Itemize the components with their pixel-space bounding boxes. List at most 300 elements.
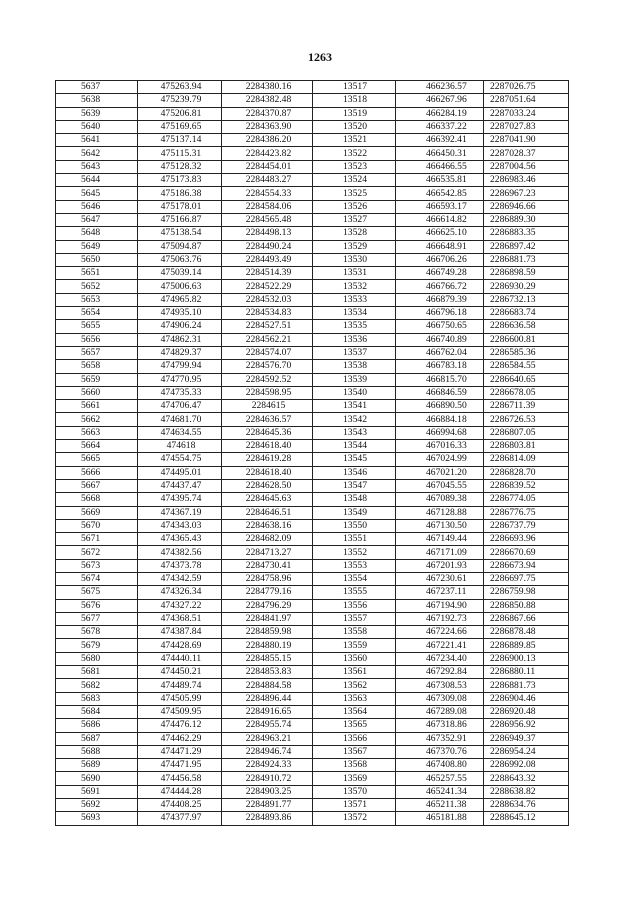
table-cell: 2287041.90: [484, 134, 569, 147]
table-cell: 474706.47: [138, 400, 222, 413]
table-cell: 2284386.20: [222, 134, 313, 147]
table-cell: 13525: [313, 187, 396, 200]
table-cell: 13565: [313, 719, 396, 732]
table-cell: 474327.22: [138, 599, 222, 612]
table-cell: 475169.65: [138, 120, 222, 133]
table-cell: 465211.38: [396, 799, 484, 812]
table-cell: 467128.88: [396, 506, 484, 519]
table-row: [56, 652, 569, 665]
table-cell: 466762.04: [396, 346, 484, 359]
table-cell: 474343.03: [138, 519, 222, 532]
table-cell: 5680: [56, 652, 138, 665]
table-cell: 2284853.83: [222, 666, 313, 679]
table-cell: 5648: [56, 227, 138, 240]
table-cell: 467289.08: [396, 705, 484, 718]
table-row: [56, 719, 569, 732]
table-cell: 2284891.77: [222, 799, 313, 812]
table-cell: 475239.79: [138, 94, 222, 107]
table-cell: 474440.11: [138, 652, 222, 665]
table-cell: 13541: [313, 400, 396, 413]
table-cell: 13519: [313, 107, 396, 120]
table-cell: 2284380.16: [222, 81, 313, 94]
table-cell: 474437.47: [138, 479, 222, 492]
table-cell: 13532: [313, 280, 396, 293]
table-row: [56, 812, 569, 825]
table-cell: 466766.72: [396, 280, 484, 293]
table-cell: 2286759.98: [484, 586, 569, 599]
table-cell: 13539: [313, 373, 396, 386]
table-cell: 474428.69: [138, 639, 222, 652]
table-cell: 2284916.65: [222, 705, 313, 718]
table-cell: 2286883.35: [484, 227, 569, 240]
table-cell: 466284.19: [396, 107, 484, 120]
table-cell: 5683: [56, 692, 138, 705]
table-cell: 2284924.33: [222, 759, 313, 772]
table-cell: 2284584.06: [222, 200, 313, 213]
table-cell: 466614.82: [396, 213, 484, 226]
table-cell: 2286828.70: [484, 466, 569, 479]
table-row: [56, 453, 569, 466]
table-cell: 2286850.88: [484, 599, 569, 612]
table-cell: 5643: [56, 160, 138, 173]
table-cell: 2284490.24: [222, 240, 313, 253]
table-cell: 474444.28: [138, 785, 222, 798]
table-cell: 13564: [313, 705, 396, 718]
table-row: [56, 426, 569, 439]
table-cell: 2286803.81: [484, 440, 569, 453]
table-cell: 474799.94: [138, 360, 222, 373]
table-cell: 13559: [313, 639, 396, 652]
table-row: [56, 533, 569, 546]
table-row: [56, 346, 569, 359]
table-cell: 2286904.46: [484, 692, 569, 705]
table-cell: 475115.31: [138, 147, 222, 160]
table-cell: 2286839.52: [484, 479, 569, 492]
table-row: [56, 293, 569, 306]
table-cell: 2284554.33: [222, 187, 313, 200]
table-cell: 5667: [56, 479, 138, 492]
table-cell: 13553: [313, 559, 396, 572]
table-cell: 466466.55: [396, 160, 484, 173]
table-cell: 2286732.13: [484, 293, 569, 306]
table-cell: 474456.58: [138, 772, 222, 785]
table-row: [56, 519, 569, 532]
table-cell: 5640: [56, 120, 138, 133]
table-cell: 2287026.75: [484, 81, 569, 94]
table-cell: 2286711.39: [484, 400, 569, 413]
table-cell: 475178.01: [138, 200, 222, 213]
table-cell: 2286693.96: [484, 533, 569, 546]
table-cell: 2284779.16: [222, 586, 313, 599]
table-cell: 466648.91: [396, 240, 484, 253]
table-cell: 2286930.29: [484, 280, 569, 293]
table-cell: 466450.31: [396, 147, 484, 160]
table-cell: 2286867.66: [484, 612, 569, 625]
table-row: [56, 639, 569, 652]
table-cell: 475186.38: [138, 187, 222, 200]
table-cell: 13556: [313, 599, 396, 612]
table-cell: 474681.70: [138, 413, 222, 426]
table-row: [56, 612, 569, 625]
table-cell: 474770.95: [138, 373, 222, 386]
table-cell: 467292.84: [396, 666, 484, 679]
table-row: [56, 174, 569, 187]
table-cell: 2284646.51: [222, 506, 313, 519]
table-cell: 466392.41: [396, 134, 484, 147]
table-cell: 2284598.95: [222, 386, 313, 399]
table-cell: 13547: [313, 479, 396, 492]
table-cell: 5641: [56, 134, 138, 147]
table-cell: 474368.51: [138, 612, 222, 625]
table-cell: 467016.33: [396, 440, 484, 453]
table-cell: 5678: [56, 626, 138, 639]
table-cell: 2286683.74: [484, 307, 569, 320]
table-row: [56, 147, 569, 160]
table-cell: 474395.74: [138, 493, 222, 506]
table-cell: 467230.61: [396, 572, 484, 585]
table-cell: 2284713.27: [222, 546, 313, 559]
table-cell: 2284884.58: [222, 679, 313, 692]
table-cell: 475263.94: [138, 81, 222, 94]
table-cell: 474471.95: [138, 759, 222, 772]
table-cell: 2286889.85: [484, 639, 569, 652]
table-cell: 2286898.59: [484, 267, 569, 280]
table-cell: 5637: [56, 81, 138, 94]
table-row: [56, 81, 569, 94]
table-cell: 466994.68: [396, 426, 484, 439]
table-cell: 466542.85: [396, 187, 484, 200]
table-cell: 475137.14: [138, 134, 222, 147]
table-cell: 2286585.36: [484, 346, 569, 359]
table-row: [56, 785, 569, 798]
table-cell: 13528: [313, 227, 396, 240]
table-cell: 474618: [138, 440, 222, 453]
table-cell: 13537: [313, 346, 396, 359]
table-cell: 2284363.90: [222, 120, 313, 133]
table-cell: 5652: [56, 280, 138, 293]
table-cell: 467237.11: [396, 586, 484, 599]
table-cell: 474373.78: [138, 559, 222, 572]
table-cell: 13533: [313, 293, 396, 306]
table-cell: 466740.89: [396, 333, 484, 346]
table-cell: 467308.53: [396, 679, 484, 692]
table-cell: 5674: [56, 572, 138, 585]
table-cell: 466750.65: [396, 320, 484, 333]
table-cell: 5679: [56, 639, 138, 652]
table-cell: 2284628.50: [222, 479, 313, 492]
table-row: [56, 107, 569, 120]
table-cell: 2286900.13: [484, 652, 569, 665]
table-cell: 2284638.16: [222, 519, 313, 532]
table-cell: 475206.81: [138, 107, 222, 120]
table-row: [56, 506, 569, 519]
table-cell: 5645: [56, 187, 138, 200]
table-row: [56, 240, 569, 253]
table-cell: 13522: [313, 147, 396, 160]
table-cell: 2284946.74: [222, 745, 313, 758]
table-row: [56, 666, 569, 679]
table-cell: 466783.18: [396, 360, 484, 373]
table-cell: 13570: [313, 785, 396, 798]
table-cell: 2284382.48: [222, 94, 313, 107]
table-cell: 5642: [56, 147, 138, 160]
table-row: [56, 440, 569, 453]
table-cell: 474554.75: [138, 453, 222, 466]
table-cell: 467194.90: [396, 599, 484, 612]
table-cell: 5644: [56, 174, 138, 187]
table-cell: 474634.55: [138, 426, 222, 439]
table-cell: 2288645.12: [484, 812, 569, 825]
table-cell: 467089.38: [396, 493, 484, 506]
table-cell: 2287028.37: [484, 147, 569, 160]
table-cell: 5675: [56, 586, 138, 599]
table-cell: 2286967.23: [484, 187, 569, 200]
table-cell: 13569: [313, 772, 396, 785]
table-cell: 13548: [313, 493, 396, 506]
table-cell: 2284855.15: [222, 652, 313, 665]
table-body: [56, 81, 569, 826]
table-cell: 13517: [313, 81, 396, 94]
table-row: [56, 572, 569, 585]
table-cell: 5686: [56, 719, 138, 732]
table-cell: 13546: [313, 466, 396, 479]
table-cell: 5684: [56, 705, 138, 718]
table-cell: 466749.28: [396, 267, 484, 280]
table-row: [56, 413, 569, 426]
table-cell: 13527: [313, 213, 396, 226]
table-cell: 13535: [313, 320, 396, 333]
table-cell: 2284796.29: [222, 599, 313, 612]
table-cell: 466535.81: [396, 174, 484, 187]
table-cell: 5654: [56, 307, 138, 320]
table-cell: 5671: [56, 533, 138, 546]
table-cell: 13561: [313, 666, 396, 679]
table-cell: 466337.22: [396, 120, 484, 133]
table-cell: 2284527.51: [222, 320, 313, 333]
table-cell: 5656: [56, 333, 138, 346]
table-row: [56, 134, 569, 147]
table-cell: 13568: [313, 759, 396, 772]
table-row: [56, 253, 569, 266]
table-cell: 467045.55: [396, 479, 484, 492]
table-cell: 13542: [313, 413, 396, 426]
table-cell: 2286776.75: [484, 506, 569, 519]
table-cell: 5663: [56, 426, 138, 439]
table-cell: 2284619.28: [222, 453, 313, 466]
table-row: [56, 745, 569, 758]
table-cell: 5651: [56, 267, 138, 280]
table-cell: 466890.50: [396, 400, 484, 413]
table-row: [56, 679, 569, 692]
table-cell: 467149.44: [396, 533, 484, 546]
table-cell: 474365.43: [138, 533, 222, 546]
table-row: [56, 479, 569, 492]
table-cell: 467192.73: [396, 612, 484, 625]
table-cell: 465241.34: [396, 785, 484, 798]
table-cell: 5682: [56, 679, 138, 692]
table-row: [56, 213, 569, 226]
table-cell: 475094.87: [138, 240, 222, 253]
table-cell: 5673: [56, 559, 138, 572]
table-cell: 2284645.63: [222, 493, 313, 506]
table-cell: 2284859.98: [222, 626, 313, 639]
table-cell: 2286954.24: [484, 745, 569, 758]
table-cell: 2284618.40: [222, 466, 313, 479]
table-cell: 2284498.13: [222, 227, 313, 240]
table-cell: 5658: [56, 360, 138, 373]
table-cell: 467370.76: [396, 745, 484, 758]
table-cell: 13544: [313, 440, 396, 453]
table-cell: 2284903.25: [222, 785, 313, 798]
table-cell: 5677: [56, 612, 138, 625]
coordinates-table: [55, 80, 569, 826]
table-cell: 2284910.72: [222, 772, 313, 785]
table-cell: 5670: [56, 519, 138, 532]
table-cell: 474829.37: [138, 346, 222, 359]
table-cell: 5664: [56, 440, 138, 453]
table-cell: 5653: [56, 293, 138, 306]
table-cell: 2286897.42: [484, 240, 569, 253]
table-row: [56, 360, 569, 373]
table-cell: 474367.19: [138, 506, 222, 519]
table-cell: 2287051.64: [484, 94, 569, 107]
table-cell: 13558: [313, 626, 396, 639]
table-cell: 2286726.53: [484, 413, 569, 426]
table-cell: 2286673.94: [484, 559, 569, 572]
table-row: [56, 400, 569, 413]
table-cell: 466625.10: [396, 227, 484, 240]
table-cell: 2284534.83: [222, 307, 313, 320]
table-cell: 2286774.05: [484, 493, 569, 506]
table-row: [56, 386, 569, 399]
table-cell: 475166.87: [138, 213, 222, 226]
table-cell: 474495.01: [138, 466, 222, 479]
table-row: [56, 227, 569, 240]
table-cell: 13551: [313, 533, 396, 546]
table-cell: 2288634.76: [484, 799, 569, 812]
table-row: [56, 799, 569, 812]
table-cell: 474505.99: [138, 692, 222, 705]
table-row: [56, 599, 569, 612]
table-cell: 5690: [56, 772, 138, 785]
table-cell: 5688: [56, 745, 138, 758]
table-cell: 13552: [313, 546, 396, 559]
table-cell: 13567: [313, 745, 396, 758]
table-cell: 2284532.03: [222, 293, 313, 306]
table-cell: 2284841.97: [222, 612, 313, 625]
table-cell: 2284682.09: [222, 533, 313, 546]
table-cell: 474906.24: [138, 320, 222, 333]
table-cell: 5661: [56, 400, 138, 413]
table-cell: 13526: [313, 200, 396, 213]
table-row: [56, 692, 569, 705]
table-cell: 2284955.74: [222, 719, 313, 732]
table-cell: 13529: [313, 240, 396, 253]
table-row: [56, 280, 569, 293]
table-cell: 13563: [313, 692, 396, 705]
table-cell: 2286880.11: [484, 666, 569, 679]
table-cell: 466884.18: [396, 413, 484, 426]
table-cell: 466879.39: [396, 293, 484, 306]
table-cell: 2286600.81: [484, 333, 569, 346]
table-row: [56, 466, 569, 479]
table-cell: 2286956.92: [484, 719, 569, 732]
table-cell: 467024.99: [396, 453, 484, 466]
table-cell: 2286678.05: [484, 386, 569, 399]
table-row: [56, 200, 569, 213]
table-cell: 474735.33: [138, 386, 222, 399]
table-cell: 2284370.87: [222, 107, 313, 120]
table-cell: 13549: [313, 506, 396, 519]
table-row: [56, 772, 569, 785]
table-cell: 2286881.73: [484, 253, 569, 266]
table-cell: 474509.95: [138, 705, 222, 718]
table-cell: 5662: [56, 413, 138, 426]
table-cell: 2286807.05: [484, 426, 569, 439]
table-row: [56, 626, 569, 639]
table-cell: 2284574.07: [222, 346, 313, 359]
table-cell: 2286636.58: [484, 320, 569, 333]
table-cell: 5660: [56, 386, 138, 399]
table-cell: 467318.86: [396, 719, 484, 732]
table-cell: 2286670.69: [484, 546, 569, 559]
table-cell: 2284592.52: [222, 373, 313, 386]
table-cell: 5639: [56, 107, 138, 120]
table-cell: 2284618.40: [222, 440, 313, 453]
table-cell: 2286878.48: [484, 626, 569, 639]
table-cell: 5692: [56, 799, 138, 812]
table-cell: 2284514.39: [222, 267, 313, 280]
table-row: [56, 373, 569, 386]
table-cell: 13571: [313, 799, 396, 812]
table-cell: 13550: [313, 519, 396, 532]
table-cell: 5659: [56, 373, 138, 386]
table-cell: 467130.50: [396, 519, 484, 532]
table-cell: 474450.21: [138, 666, 222, 679]
table-row: [56, 120, 569, 133]
table-cell: 2286814.09: [484, 453, 569, 466]
table-cell: 5665: [56, 453, 138, 466]
table-cell: 465257.55: [396, 772, 484, 785]
table-row: [56, 160, 569, 173]
table-cell: 13545: [313, 453, 396, 466]
table-cell: 2284880.19: [222, 639, 313, 652]
table-cell: 2288643.32: [484, 772, 569, 785]
table-cell: 2286640.65: [484, 373, 569, 386]
table-row: [56, 333, 569, 346]
table-cell: 13540: [313, 386, 396, 399]
table-cell: 13531: [313, 267, 396, 280]
table-row: [56, 546, 569, 559]
table-cell: 5655: [56, 320, 138, 333]
page-number: 1263: [308, 50, 332, 64]
table-cell: 2284483.27: [222, 174, 313, 187]
table-cell: 2287033.24: [484, 107, 569, 120]
table-cell: 13530: [313, 253, 396, 266]
table-cell: 5676: [56, 599, 138, 612]
table-cell: 5650: [56, 253, 138, 266]
table-cell: 2284758.96: [222, 572, 313, 585]
table-cell: 2284730.41: [222, 559, 313, 572]
table-cell: 13557: [313, 612, 396, 625]
table-cell: 2286992.08: [484, 759, 569, 772]
table-row: [56, 320, 569, 333]
table-cell: 2286737.79: [484, 519, 569, 532]
table-cell: 13572: [313, 812, 396, 825]
table-row: [56, 586, 569, 599]
table-cell: 13543: [313, 426, 396, 439]
table-cell: 5693: [56, 812, 138, 825]
